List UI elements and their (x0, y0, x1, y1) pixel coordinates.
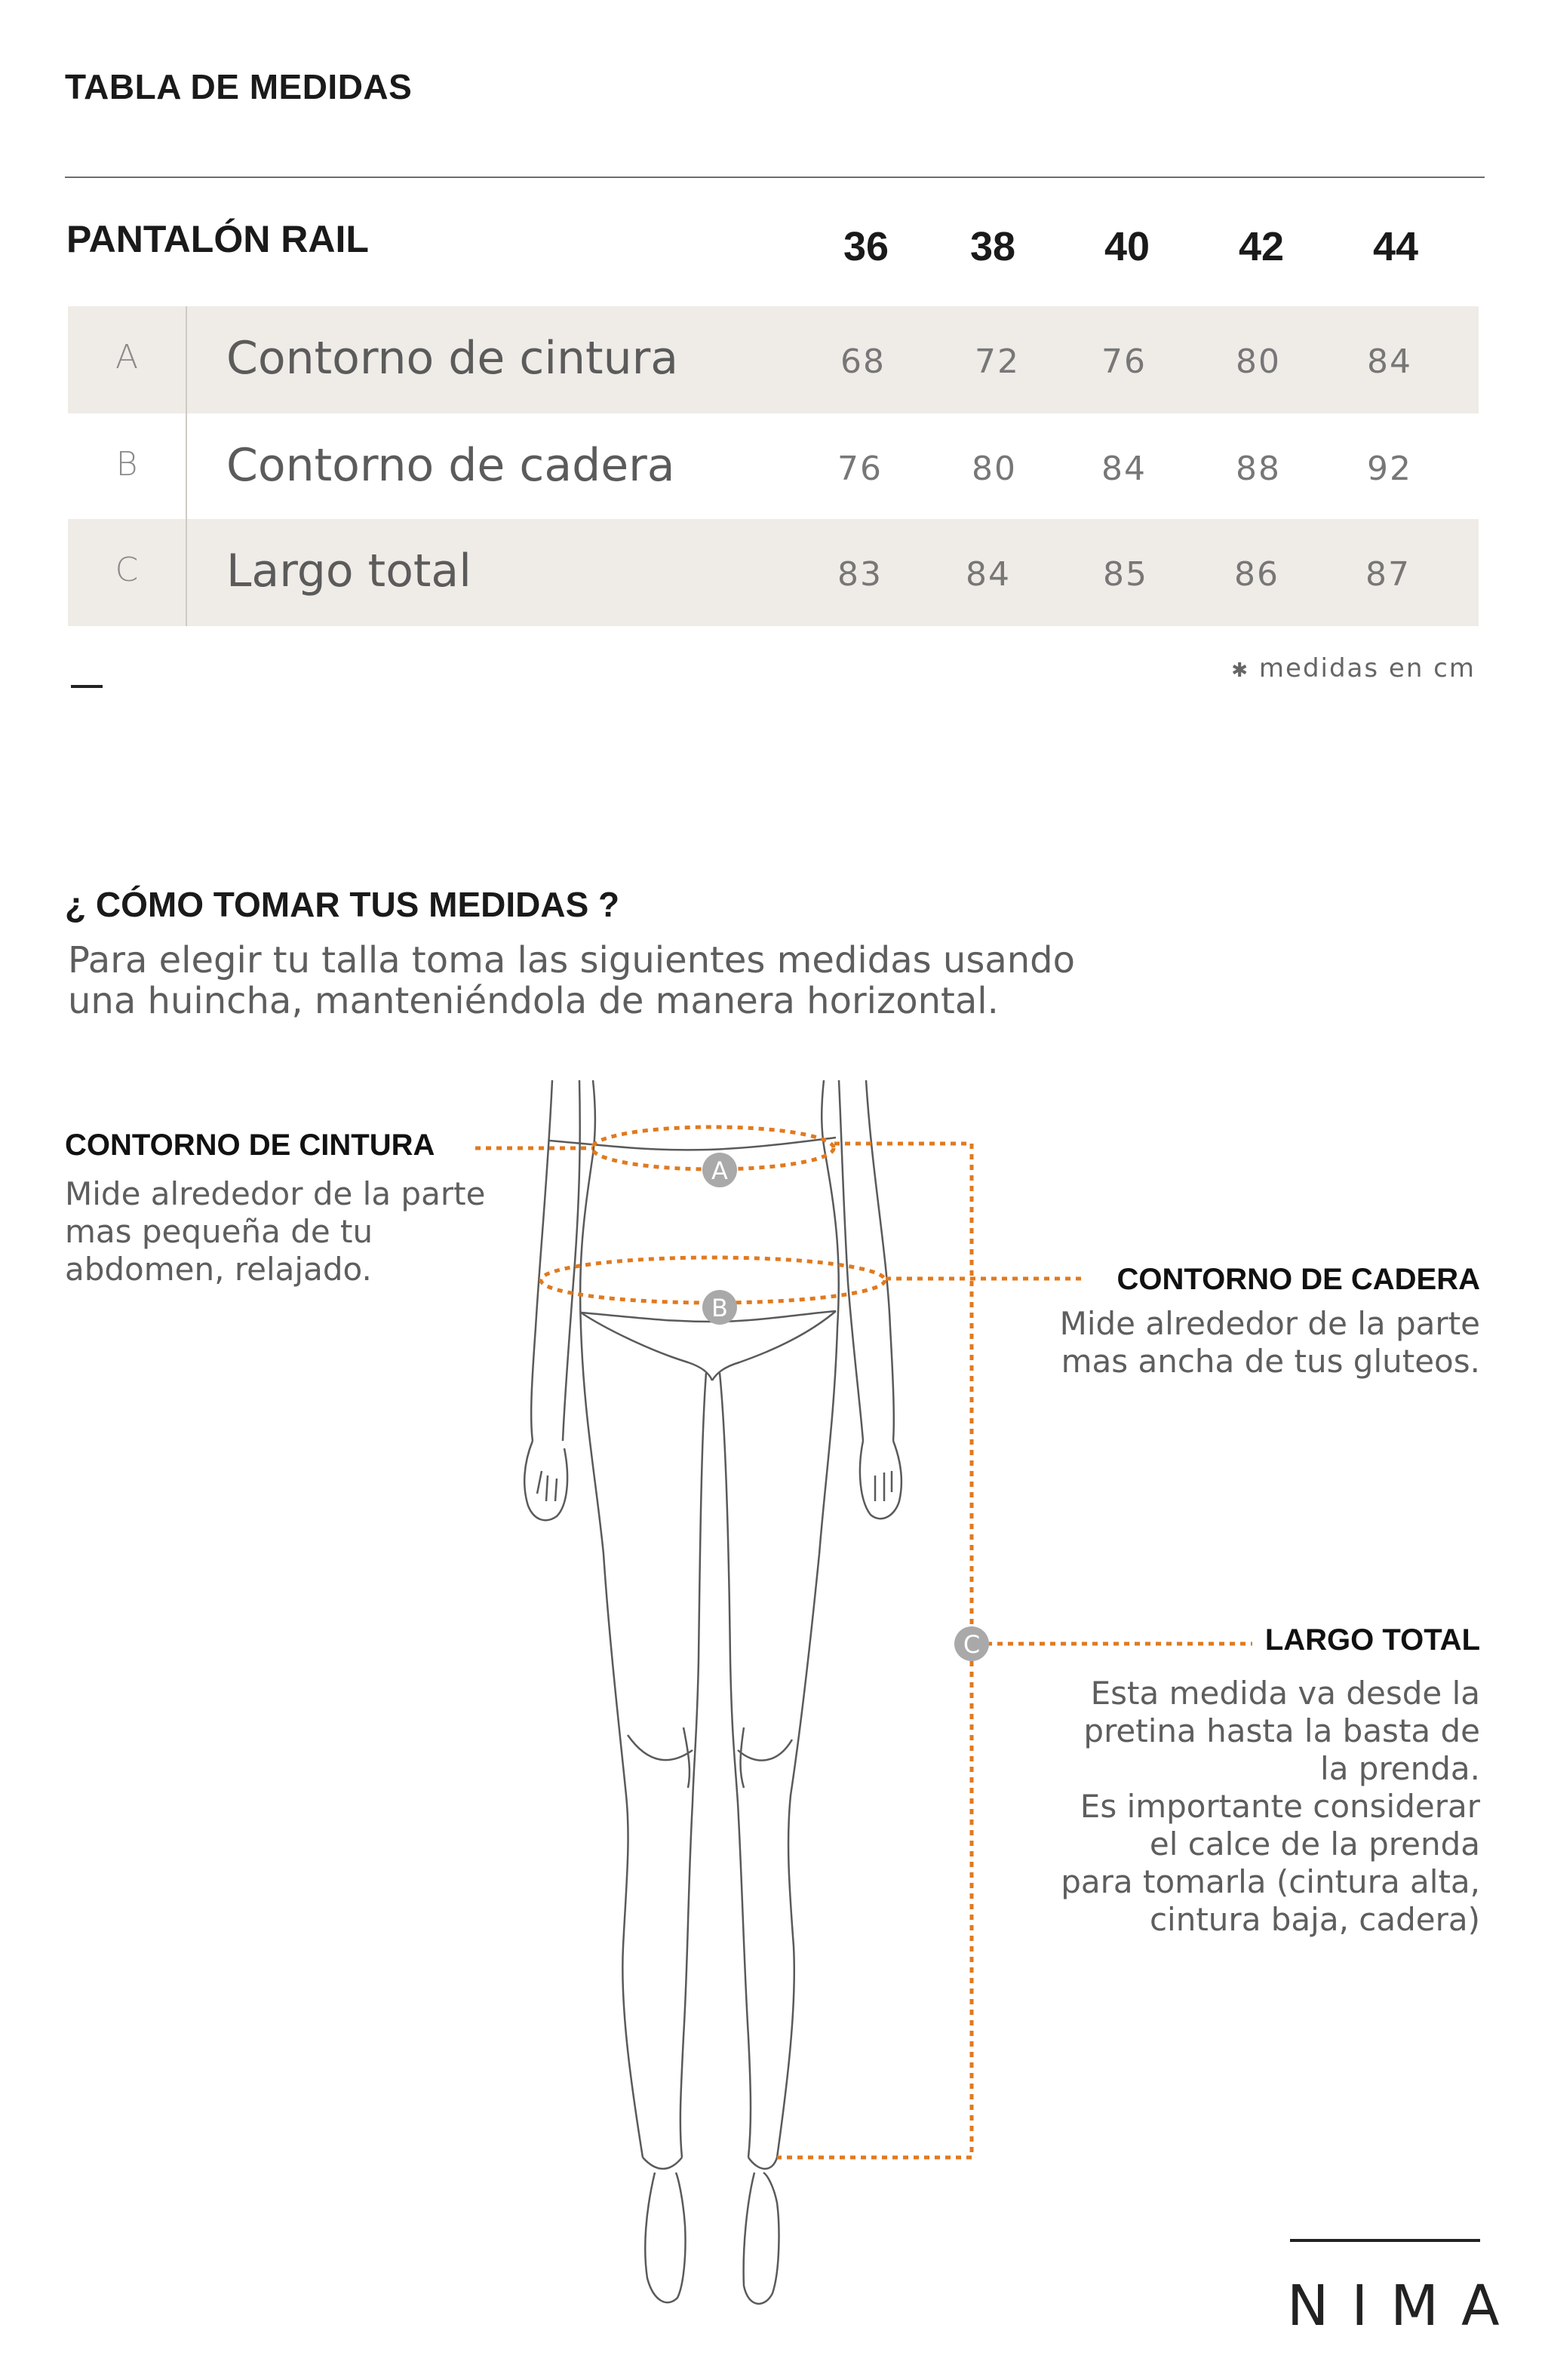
desc-line: cintura baja, cadera) (1149, 1901, 1480, 1938)
desc-line: Esta medida va desde la (1090, 1675, 1480, 1712)
row-value: 84 (966, 555, 1011, 594)
brand-logo: NIMA (1287, 2274, 1522, 2339)
hip-description (981, 1305, 1480, 1380)
waist-description (65, 1175, 518, 1288)
desc-line: Es importante considerar (1080, 1788, 1480, 1825)
row-value: 76 (1101, 342, 1147, 381)
waist-label: CONTORNO DE CINTURA (65, 1129, 435, 1162)
page-title: TABLA DE MEDIDAS (65, 67, 413, 106)
desc-line: el calce de la prenda (1149, 1826, 1480, 1863)
body-outline (524, 1080, 902, 2304)
row-value: 80 (1236, 342, 1281, 381)
row-label: Largo total (226, 545, 471, 597)
size-header: 40 (1104, 224, 1150, 269)
size-header: 42 (1238, 224, 1285, 269)
row-value: 83 (837, 555, 883, 594)
size-header: 38 (969, 224, 1016, 269)
row-value: 68 (840, 342, 886, 381)
row-value: 84 (1367, 342, 1412, 381)
row-letter: A (115, 338, 139, 376)
row-value: 86 (1234, 555, 1279, 594)
intro-line: una huincha, manteniéndola de manera horizontal. (68, 980, 999, 1022)
row-value: 85 (1103, 555, 1148, 594)
row-label: Contorno de cintura (226, 332, 679, 385)
asterisk-icon: ✱ (1231, 659, 1250, 682)
desc-line: la prenda. (1320, 1750, 1480, 1787)
row-value: 88 (1236, 450, 1281, 488)
desc-line: pretina hasta la basta de (1083, 1712, 1480, 1749)
row-value: 92 (1367, 450, 1412, 488)
product-name: PANTALÓN RAIL (66, 218, 369, 260)
howto-title: ¿ CÓMO TOMAR TUS MEDIDAS ? (65, 885, 620, 924)
size-header: 44 (1372, 224, 1419, 269)
row-value: 87 (1365, 555, 1411, 594)
length-measure-line (777, 1144, 972, 2157)
row-letter: B (115, 445, 138, 484)
length-label: LARGO TOTAL (1264, 1623, 1480, 1657)
desc-line: Mide alrededor de la parte (65, 1175, 486, 1212)
size-header: 36 (843, 224, 889, 269)
row-value: 72 (975, 342, 1020, 381)
badge-b: B (711, 1294, 728, 1322)
row-label: Contorno de cadera (226, 439, 675, 492)
desc-line: Mide alrededor de la parte (1059, 1305, 1480, 1342)
length-description (981, 1675, 1480, 1939)
badge-a: A (711, 1156, 728, 1185)
desc-line: mas pequeña de tu (65, 1213, 373, 1250)
row-value: 76 (837, 450, 883, 488)
row-value: 80 (972, 450, 1017, 488)
desc-line: para tomarla (cintura alta, (1061, 1863, 1480, 1900)
badge-c: C (963, 1630, 981, 1659)
desc-line: abdomen, relajado. (65, 1251, 372, 1288)
brand-divider (1290, 2239, 1480, 2242)
desc-line: mas ancha de tus gluteos. (1061, 1343, 1480, 1380)
intro-line: Para elegir tu talla toma las siguientes medidas usando (68, 939, 1075, 981)
row-letter: C (115, 551, 139, 589)
units-note-text: medidas en cm (1258, 653, 1476, 683)
hip-label: CONTORNO DE CADERA (1117, 1263, 1480, 1296)
row-value: 84 (1101, 450, 1147, 488)
